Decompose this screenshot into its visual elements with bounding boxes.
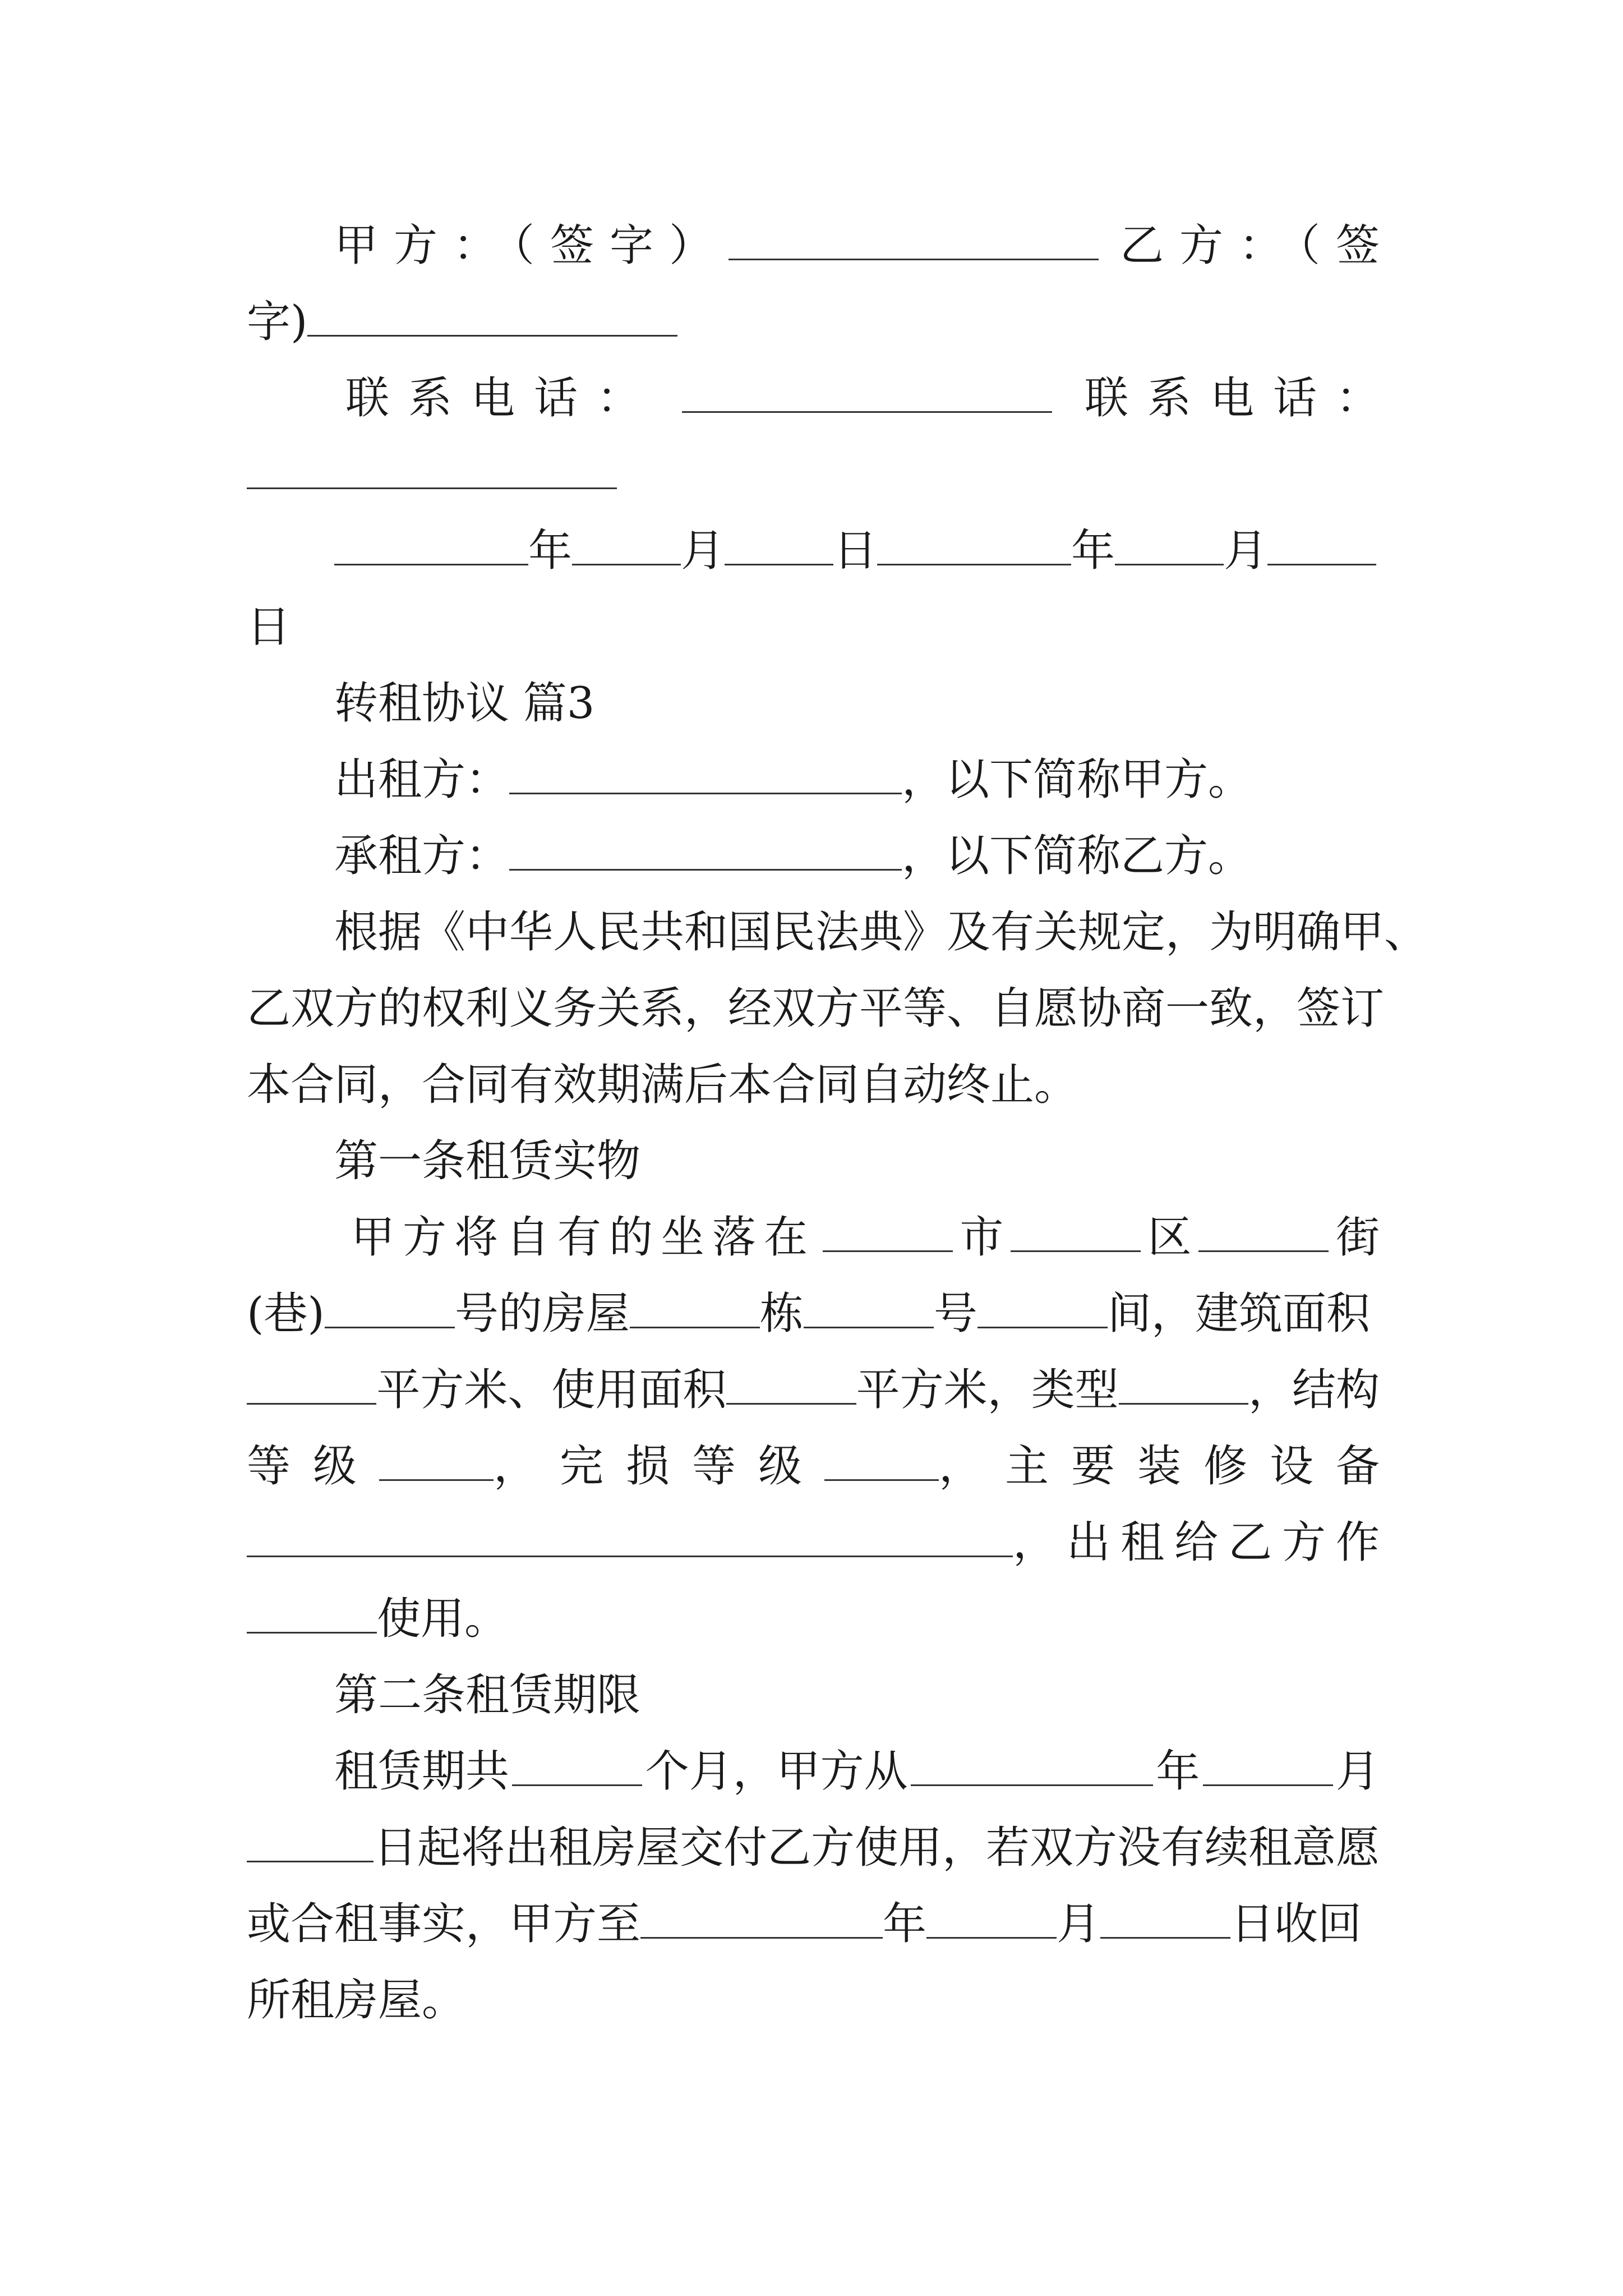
party-a-month-blank bbox=[572, 530, 681, 565]
party-a-day-blank bbox=[725, 530, 833, 565]
article-2-text-9: 日收回 bbox=[1230, 1899, 1362, 1949]
article-2-text-3: 年 bbox=[1156, 1746, 1200, 1797]
usage-blank bbox=[247, 1598, 377, 1634]
preamble-line-1 bbox=[247, 894, 1428, 970]
lessee-line bbox=[247, 818, 1380, 894]
party-b-day-blank bbox=[1267, 530, 1376, 565]
article-1-text-11: 平方米，类型 bbox=[856, 1365, 1119, 1415]
article-2-title bbox=[247, 1657, 1380, 1733]
article-2-line-4 bbox=[247, 1962, 1380, 2039]
article-1-line-3 bbox=[247, 1352, 1380, 1428]
lessor-line bbox=[247, 742, 1380, 818]
phone-line-cont bbox=[247, 436, 1380, 513]
end-day-blank bbox=[1100, 1903, 1230, 1939]
article-2-text-7: 年 bbox=[883, 1899, 927, 1949]
article-1-line-6 bbox=[247, 1581, 1380, 1657]
building-blank bbox=[630, 1293, 760, 1328]
party-b-day-label: 日 bbox=[247, 602, 291, 652]
article-1-line-5 bbox=[247, 1504, 1390, 1581]
party-b-sign-label-cont: 字) bbox=[247, 297, 308, 347]
party-a-day-label: 日 bbox=[833, 526, 878, 576]
article-1-text-16: ，出租给乙方作 bbox=[1012, 1517, 1390, 1568]
lessee-label: 承租方： bbox=[334, 831, 510, 881]
article-1-text-5: (巷) bbox=[247, 1289, 325, 1339]
lessor-label: 出租方： bbox=[334, 754, 510, 805]
end-month-blank bbox=[926, 1903, 1057, 1939]
unit-number-blank bbox=[804, 1293, 934, 1328]
article-2-text-6: 或合租事实，甲方至 bbox=[247, 1899, 641, 1949]
party-b-month-label: 月 bbox=[1224, 526, 1268, 576]
article-1-line-2 bbox=[247, 1276, 1380, 1352]
start-month-blank bbox=[1203, 1751, 1333, 1786]
preamble-text-2: 乙双方的权利义务关系，经双方平等、自愿协商一致，签订 bbox=[247, 983, 1385, 1034]
article-1-text-15: ，主要装修设备 bbox=[938, 1441, 1402, 1492]
start-day-blank bbox=[247, 1827, 374, 1862]
party-b-month-blank bbox=[1115, 530, 1224, 565]
agreement-title-text: 转租协议 篇3 bbox=[334, 678, 595, 729]
article-1-text-9: 间，建筑面积 bbox=[1107, 1289, 1370, 1339]
party-a-phone-blank bbox=[682, 378, 1052, 413]
lessor-blank bbox=[509, 759, 902, 794]
article-2-text-2: 个月，甲方从 bbox=[645, 1746, 908, 1797]
article-1-text-12: ，结构 bbox=[1248, 1365, 1380, 1415]
signature-line-cont bbox=[247, 284, 1380, 360]
start-year-blank bbox=[911, 1751, 1153, 1786]
district-blank bbox=[1011, 1217, 1141, 1252]
document-body bbox=[247, 208, 1428, 2039]
article-2-text-5: 日起将出租房屋交付乙方使用，若双方没有续租意愿 bbox=[373, 1823, 1380, 1873]
condition-grade-blank bbox=[824, 1446, 939, 1481]
structure-grade-blank bbox=[379, 1446, 494, 1481]
lessee-blank bbox=[509, 835, 902, 871]
party-b-sign-label: 乙方：（签 bbox=[1119, 220, 1395, 271]
equipment-blank bbox=[247, 1522, 1013, 1557]
end-year-blank bbox=[640, 1903, 883, 1939]
article-1-text-7: 栋 bbox=[759, 1289, 804, 1339]
usable-area-blank bbox=[726, 1369, 856, 1405]
preamble-text-3: 本合同，合同有效期满后本合同自动终止。 bbox=[247, 1060, 1078, 1110]
agreement-title bbox=[247, 665, 1380, 742]
article-1-title bbox=[247, 1123, 1380, 1199]
room-count-blank bbox=[978, 1293, 1108, 1328]
phone-line bbox=[247, 360, 1399, 436]
article-2-line-2 bbox=[247, 1810, 1380, 1886]
party-a-year-blank bbox=[334, 530, 528, 565]
lessee-suffix: ，以下简称乙方。 bbox=[902, 831, 1252, 881]
party-a-month-label: 月 bbox=[681, 526, 725, 576]
article-2-line-3 bbox=[247, 1886, 1380, 1962]
article-1-text-3: 区 bbox=[1147, 1212, 1192, 1263]
party-b-phone-blank bbox=[247, 454, 617, 489]
lease-months-blank bbox=[512, 1751, 642, 1786]
article-1-text-2: 市 bbox=[960, 1212, 1004, 1263]
signature-line bbox=[247, 208, 1395, 284]
article-2-line-1 bbox=[247, 1733, 1380, 1810]
type-blank bbox=[1119, 1369, 1248, 1405]
city-blank bbox=[823, 1217, 953, 1252]
article-2-text-1: 租赁期共 bbox=[334, 1746, 510, 1797]
party-a-phone-label: 联系电话： bbox=[345, 373, 660, 424]
article-2-text-10: 所租房屋。 bbox=[247, 1975, 466, 2026]
article-2-text-8: 月 bbox=[1057, 1899, 1101, 1949]
lessor-suffix: ，以下简称甲方。 bbox=[902, 754, 1252, 805]
article-1-text-1: 甲方将自有的坐落在 bbox=[351, 1212, 816, 1263]
article-1-text-17: 使用。 bbox=[377, 1594, 509, 1644]
article-1-text-4: 街 bbox=[1335, 1212, 1380, 1263]
party-b-sign-blank bbox=[307, 301, 677, 337]
preamble-text-1: 根据《中华人民共和国民法典》及有关规定，为明确甲、 bbox=[334, 907, 1428, 958]
party-b-year-label: 年 bbox=[1071, 526, 1115, 576]
party-a-sign-blank bbox=[728, 225, 1099, 260]
party-b-phone-label: 联系电话： bbox=[1084, 373, 1399, 424]
article-1-text-13: 等级 bbox=[247, 1441, 380, 1492]
article-2-title-text: 第二条租赁期限 bbox=[334, 1670, 641, 1720]
party-b-year-blank bbox=[877, 530, 1071, 565]
article-1-text-14: ，完损等级 bbox=[493, 1441, 824, 1492]
street-blank bbox=[1198, 1217, 1329, 1252]
preamble-line-2 bbox=[247, 970, 1385, 1047]
article-1-title-text: 第一条租赁实物 bbox=[334, 1136, 641, 1186]
party-a-year-label: 年 bbox=[528, 526, 573, 576]
party-a-sign-label: 甲方：（签字） bbox=[334, 220, 729, 271]
article-1-text-10: 平方米、使用面积 bbox=[376, 1365, 727, 1415]
article-2-text-4: 月 bbox=[1335, 1746, 1380, 1797]
article-1-line-1 bbox=[247, 1199, 1380, 1276]
article-1-text-8: 号 bbox=[933, 1289, 978, 1339]
preamble-line-3 bbox=[247, 1047, 1380, 1123]
date-line-cont bbox=[247, 589, 1380, 665]
lane-number-blank bbox=[325, 1293, 455, 1328]
building-area-blank bbox=[247, 1369, 376, 1405]
article-1-text-6: 号的房屋 bbox=[454, 1289, 630, 1339]
article-1-line-4 bbox=[247, 1428, 1402, 1504]
date-line bbox=[247, 513, 1380, 589]
